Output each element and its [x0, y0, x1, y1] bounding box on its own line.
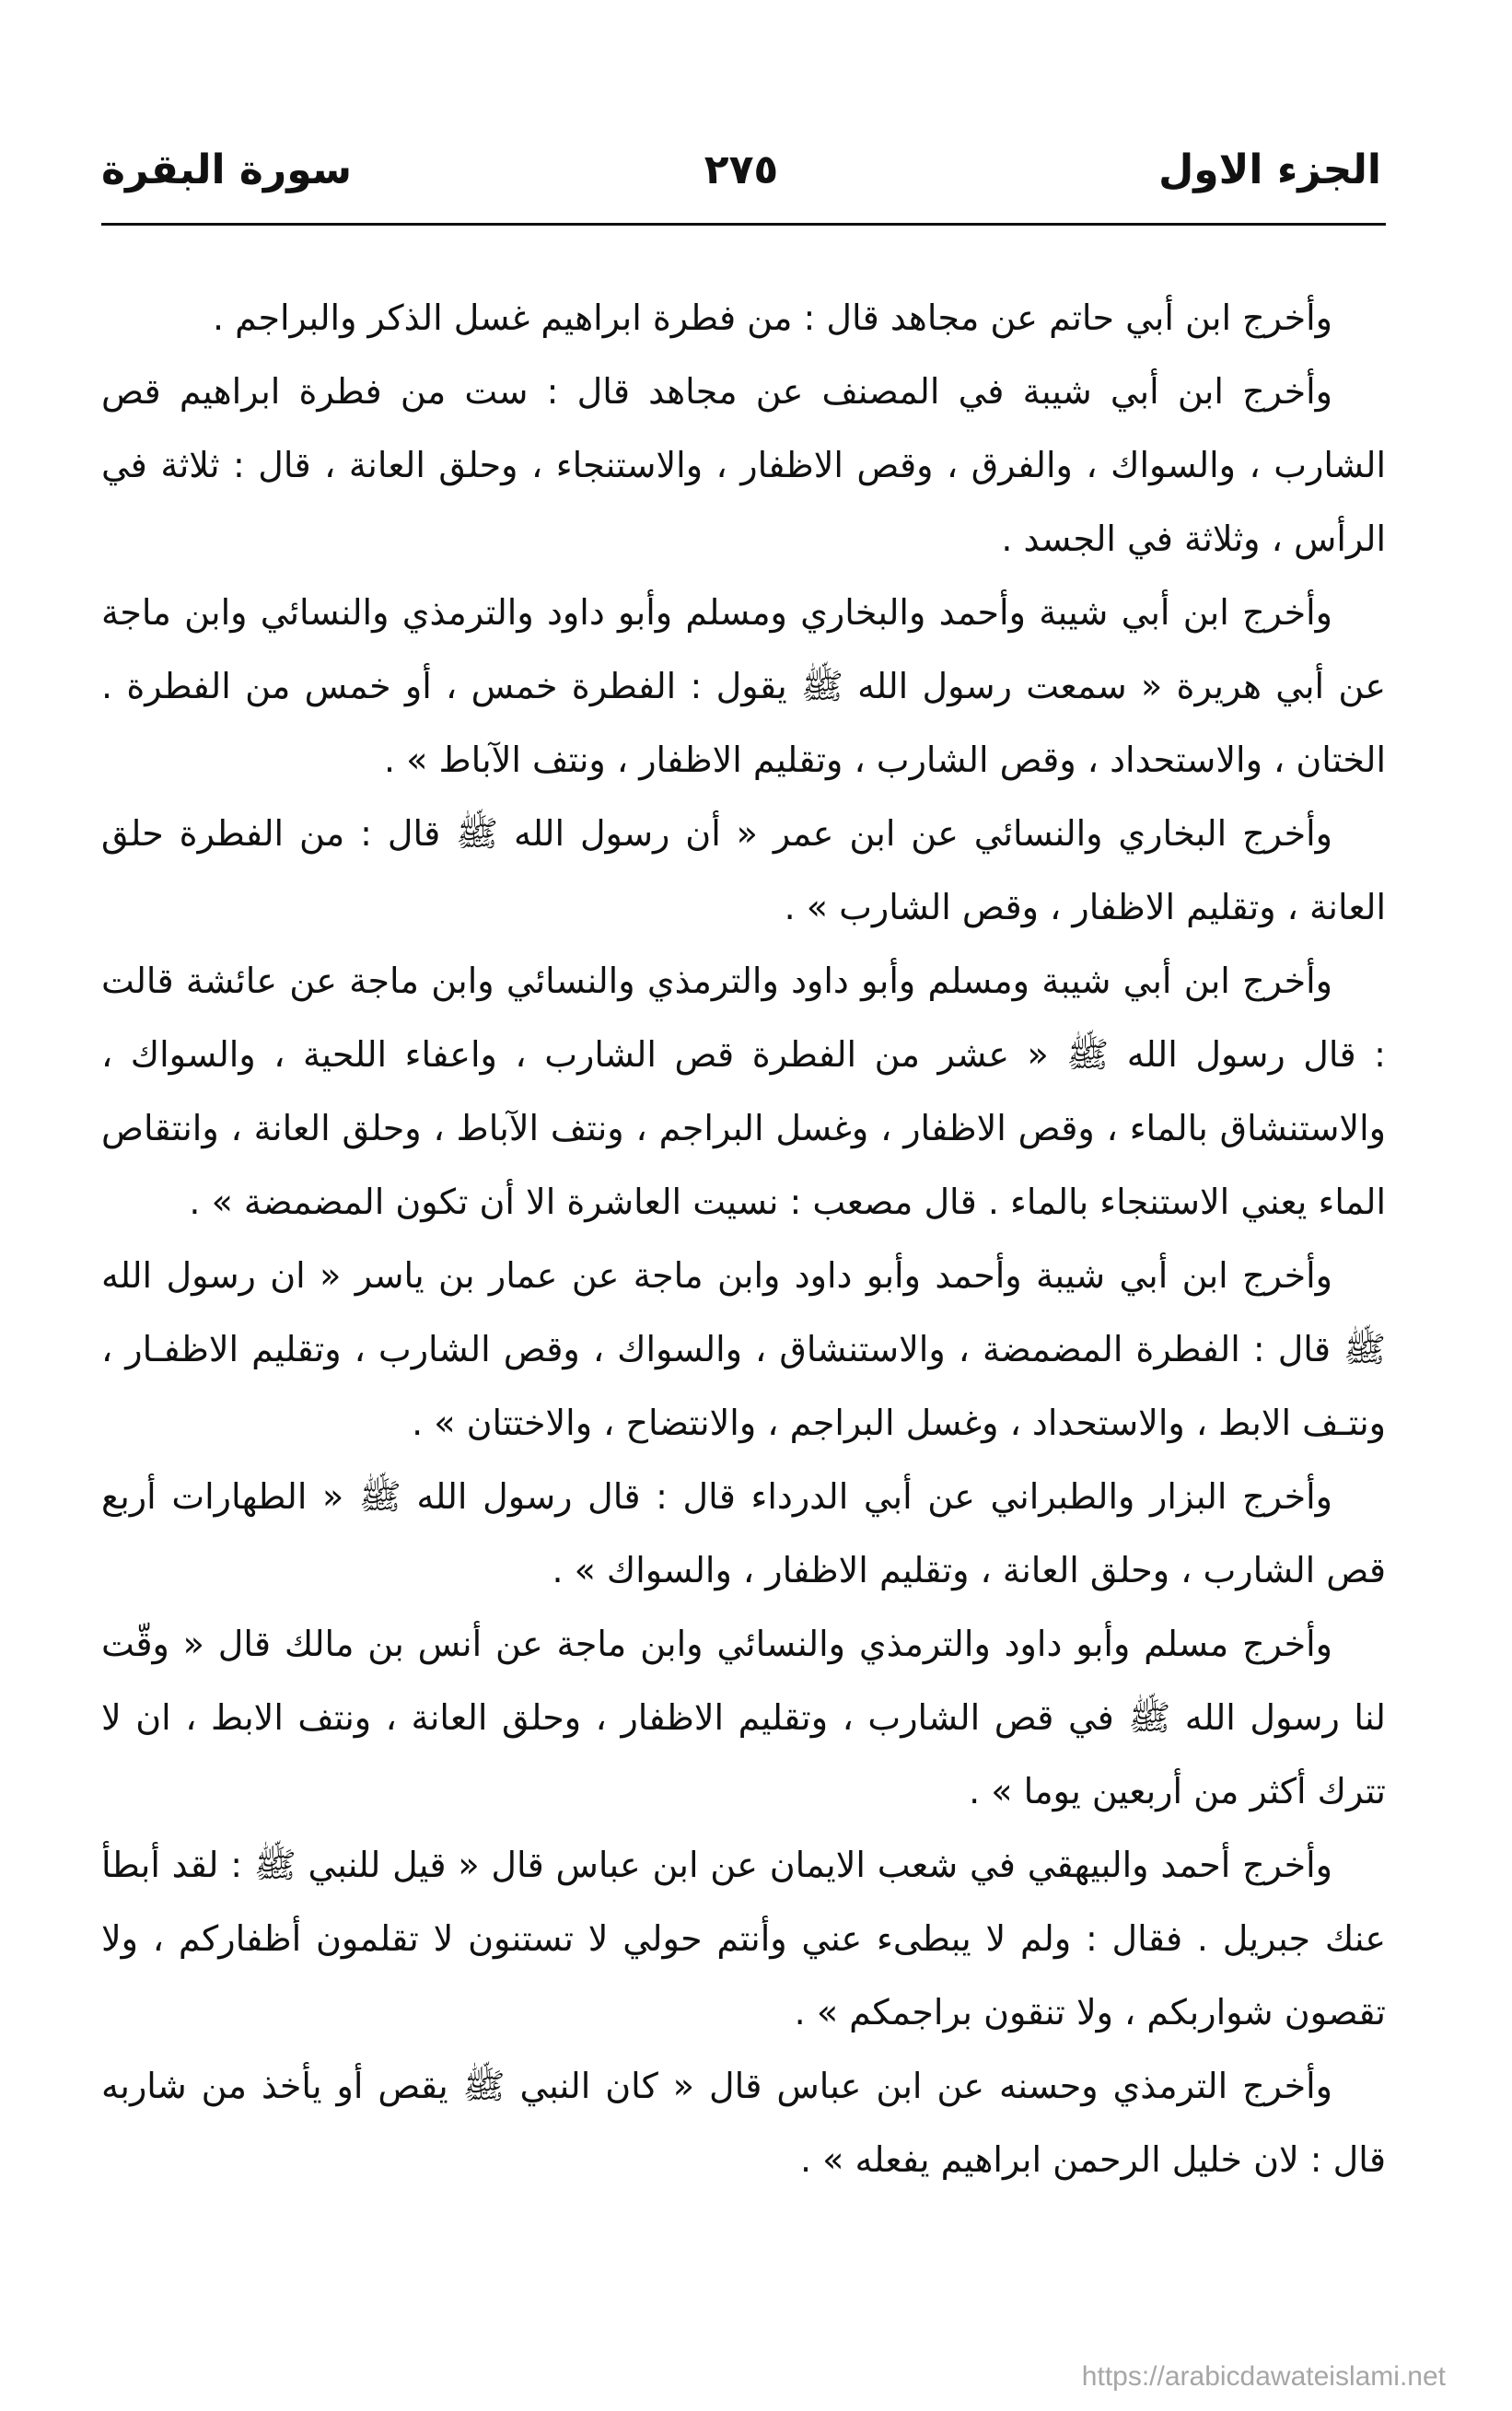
paragraph-7: وأخرج البزار والطبراني عن أبي الدرداء قال : قال رسول الله ﷺ « الطهارات أربع قص الشارب ، وحلق العانة ، وتقليم الاظفار ، والسواك » . — [101, 1476, 1386, 1590]
paragraph-10: وأخرج الترمذي وحسنه عن ابن عباس قال « كان النبي ﷺ يقص أو يأخذ من شاربه قال : لان خليل الرحمن ابراهيم يفعله » . — [101, 2066, 1386, 2180]
paragraph-8: وأخرج مسلم وأبو داود والترمذي والنسائي وابن ماجة عن أنس بن مالك قال « وقّت لنا رسول الله ﷺ في قص الشارب ، وتقليم الاظفار ، وحلق العانة ، ونتف الابط ، ان لا تترك أكثر من أربعين يوما » . — [101, 1624, 1386, 1811]
watermark-url: https://arabicdawateislami.net — [1081, 2361, 1446, 2392]
paragraph-6: وأخرج ابن أبي شيبة وأحمد وأبو داود وابن ماجة عن عمار بن ياسر « ان رسول الله ﷺ قال : الفطرة المضمضة ، والاستنشاق ، والسواك ، وقص الشارب ، وتقليم الاظفـار ، ونتـف الابط ، والاستحداد ، وغسل البراجم ، والانتضاح ، والاختتان » . — [101, 1255, 1386, 1443]
page-header — [101, 138, 1381, 203]
paragraph-3: وأخرج ابن أبي شيبة وأحمد والبخاري ومسلم وأبو داود والترمذي والنسائي وابن ماجة عن أبي هريرة « سمعت رسول الله ﷺ يقول : الفطرة خمس ، أو خمس من الفطرة . الختان ، والاستحداد ، وقص الشارب ، وتقليم الاظفار ، ونتف الآباط » . — [101, 592, 1386, 780]
paragraph-9: وأخرج أحمد والبيهقي في شعب الايمان عن ابن عباس قال « قيل للنبي ﷺ : لقد أبطأ عنك جبريل . فقال : ولم لا يبطىء عني وأنتم حولي لا تستنون لا تقلمون أظفاركم ، ولا تقصون شواربكم ، ولا تنقون براجمكم » . — [101, 1845, 1386, 2032]
page-body — [101, 281, 1386, 2196]
paragraph-4: وأخرج البخاري والنسائي عن ابن عمر « أن رسول الله ﷺ قال : من الفطرة حلق العانة ، وتقليم الاظفار ، وقص الشارب » . — [101, 813, 1386, 927]
page-number: ٢٧٥ — [704, 146, 779, 193]
paragraph-1: وأخرج ابن أبي حاتم عن مجاهد قال : من فطرة ابراهيم غسل الذكر والبراجم . — [213, 297, 1332, 338]
paragraph-2: وأخرج ابن أبي شيبة في المصنف عن مجاهد قال : ست من فطرة ابراهيم قص الشارب ، والسواك ، والفرق ، وقص الاظفار ، والاستنجاء ، وحلق العانة ، قال : ثلاثة في الرأس ، وثلاثة في الجسد . — [101, 371, 1386, 559]
header-divider — [101, 223, 1386, 226]
paragraph-5: وأخرج ابن أبي شيبة ومسلم وأبو داود والترمذي والنسائي وابن ماجة عن عائشة قالت : قال رسول الله ﷺ « عشر من الفطرة قص الشارب ، واعفاء اللحية ، والسواك ، والاستنشاق بالماء ، وقص الاظفار ، وغسل البراجم ، ونتف الآباط ، وحلق العانة ، وانتقاص الماء يعني الاستنجاء بالماء . قال مصعب : نسيت العاشرة الا أن تكون المضمضة » . — [101, 961, 1386, 1222]
part-title: الجزء الاول — [1158, 146, 1381, 193]
surah-title: سورة البقرة — [101, 146, 353, 193]
